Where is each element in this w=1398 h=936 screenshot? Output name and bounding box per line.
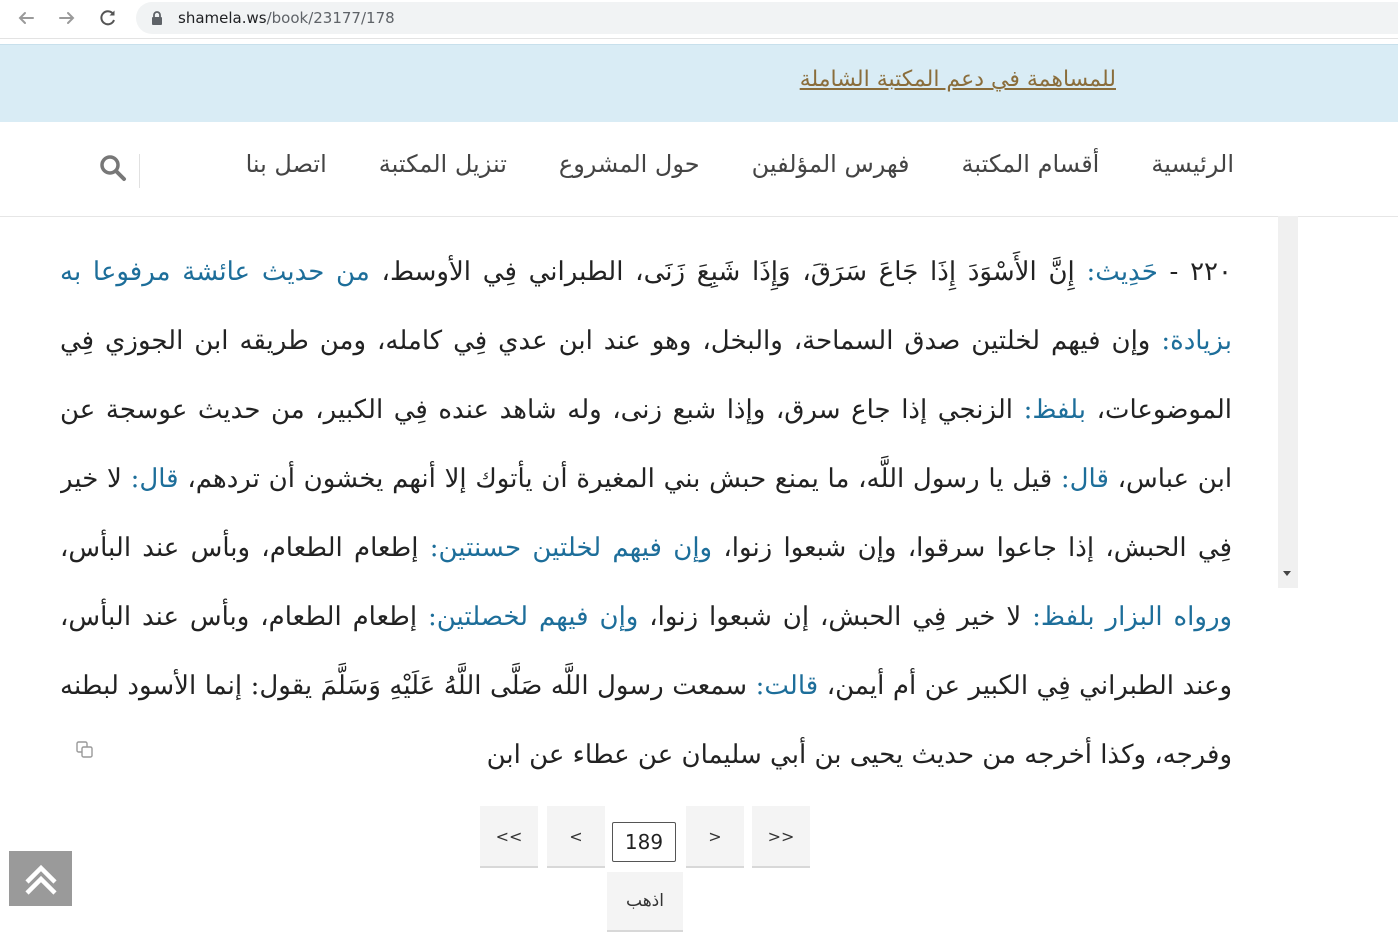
donation-link[interactable]: للمساهمة في دعم المكتبة الشاملة (799, 67, 1116, 92)
highlight-segment: وإن فيهم لخلتين حسنتين: (429, 533, 713, 563)
text-segment: وإن فيهم لخلتين صدق السماحة، والبخل، وهو عند ابن عدي فِي كامله، ومن طريقه ابن الجوزي فِي الموضوعات، (60, 326, 1232, 425)
nav-menu (246, 150, 1234, 178)
text-segment: لا خير فِي الحبش، إذا جاعوا سرقوا، وإن شبعوا زنوا، (60, 464, 1232, 563)
book-page-text (60, 238, 1232, 798)
text-segment: إطعام الطعام، وبأس عند البأس، (60, 533, 419, 563)
nav-item-authors[interactable]: فهرس المؤلفين (751, 150, 910, 178)
go-button[interactable]: اذهب (607, 872, 683, 932)
text-segment: سمعت رسول اللَّه صَلَّى اللَّهُ عَلَيْهِ وَسَلَّمَ يقول: إنما الأسود لبطنه وفرجه، وكذا أخرجه من حديث يحيى بن أبي سليمان عن عطاء عن ابن (60, 671, 1232, 770)
highlight-segment: ورواه البزار بلفظ: (1032, 602, 1232, 632)
text-segment: الزنجي إذا جاع سرق، وإذا شبع زنى، وله شاهد عنده فِي الكبير، من حديث عوسجة عن ابن عباس، (60, 395, 1232, 494)
page-number-input[interactable] (612, 822, 676, 862)
lock-icon (150, 10, 164, 26)
donation-banner (0, 44, 1398, 124)
text-segment: قيل يا رسول اللَّه، ما يمنع حبش بني المغيرة أن يأتوك إلا أنهم يخشون أن تردهم، (187, 464, 1053, 494)
hadith-label: حَدِيث: (1086, 257, 1158, 287)
highlight-segment: قال: (130, 464, 179, 494)
reload-icon[interactable] (94, 4, 122, 32)
nav-item-about[interactable]: حول المشروع (558, 150, 700, 178)
nav-item-home[interactable]: الرئيسية (1151, 150, 1234, 178)
back-arrow-icon[interactable] (12, 4, 40, 32)
url-path: /book/23177/178 (266, 9, 395, 27)
url-text (178, 9, 395, 27)
next-page-button[interactable]: > (686, 806, 744, 868)
copy-icon[interactable] (75, 740, 95, 760)
search-icon[interactable] (98, 153, 128, 183)
forward-arrow-icon[interactable] (53, 4, 81, 32)
prev-page-button[interactable]: < (547, 806, 605, 868)
last-page-button[interactable]: >> (752, 806, 810, 868)
double-chevron-up-icon (22, 860, 60, 898)
nav-divider (139, 154, 140, 188)
browser-toolbar (0, 0, 1398, 39)
nav-item-categories[interactable]: أقسام المكتبة (961, 150, 1100, 178)
nav-item-download[interactable]: تنزيل المكتبة (378, 150, 507, 178)
address-bar[interactable] (136, 2, 1398, 34)
text-segment: لا خير فِي الحبش، إن شبعوا زنوا، (649, 602, 1022, 632)
content-scrollbar[interactable] (1278, 216, 1298, 588)
highlight-segment: بلفظ: (1023, 395, 1086, 425)
highlight-segment: وإن فيهم لخصلتين: (427, 602, 639, 632)
text-segment: إِنَّ الأَسْوَدَ إِذَا جَاعَ سَرَقَ، وَإِذَا شَبِعَ زَنَى، الطبراني فِي الأوسط، (381, 257, 1075, 287)
scroll-down-icon[interactable] (1283, 571, 1291, 576)
highlight-segment: قال: (1060, 464, 1109, 494)
hadith-number: ٢٢٠ - (1169, 257, 1232, 287)
first-page-button[interactable]: << (480, 806, 538, 868)
main-navigation (0, 122, 1398, 217)
text-segment: إطعام الطعام، وبأس عند البأس، وعند الطبراني فِي الكبير عن أم أيمن، (60, 602, 1232, 701)
url-domain: shamela.ws (178, 9, 267, 27)
nav-item-contact[interactable]: اتصل بنا (245, 150, 327, 178)
highlight-segment: قالت: (755, 671, 819, 701)
scroll-to-top-button[interactable] (9, 851, 72, 906)
highlight-segment: من حديث عائشة مرفوعا به بزيادة: (60, 257, 1232, 356)
